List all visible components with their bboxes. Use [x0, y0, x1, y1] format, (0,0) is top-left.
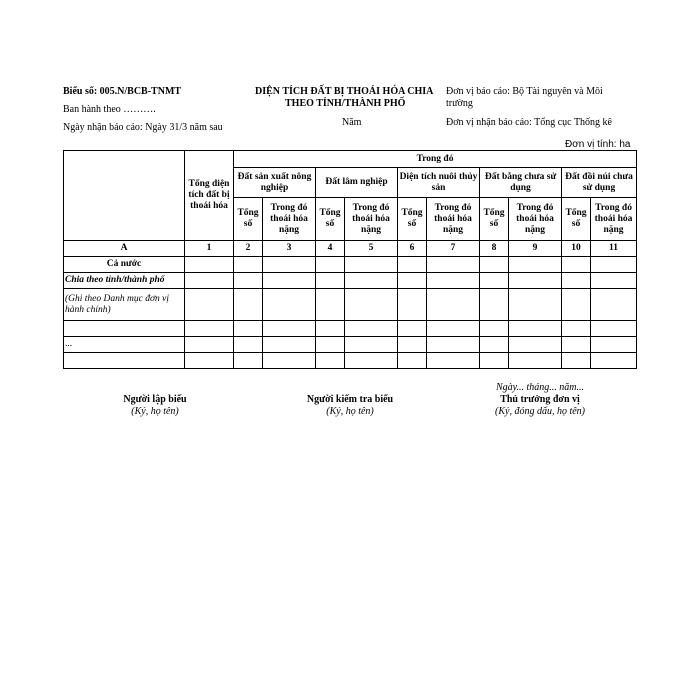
data-cell: [234, 273, 263, 289]
col-code: 7: [427, 241, 480, 257]
data-cell: [480, 353, 509, 369]
data-cell: [345, 273, 398, 289]
data-cell: [234, 353, 263, 369]
sub-total-header: Tổng số: [316, 198, 345, 241]
data-cell: [591, 257, 637, 273]
table-row: [64, 289, 637, 321]
col-code: 2: [234, 241, 263, 257]
signature-date: Ngày... tháng... năm...: [495, 382, 585, 393]
data-cell: [398, 257, 427, 273]
checker-block: [270, 394, 430, 418]
data-cell: [480, 257, 509, 273]
sub-total-header: Tổng số: [398, 198, 427, 241]
data-cell: [398, 289, 427, 321]
data-cell: [345, 257, 398, 273]
table-row: [64, 321, 637, 337]
data-cell: [398, 337, 427, 353]
sub-severe-header: Trong đó thoái hóa nặng: [427, 198, 480, 241]
data-cell: [234, 321, 263, 337]
data-cell: [185, 321, 234, 337]
data-cell: [398, 273, 427, 289]
data-cell: [480, 337, 509, 353]
data-cell: [263, 273, 316, 289]
data-cell: [427, 337, 480, 353]
group-header: Trong đó: [234, 151, 637, 168]
group-forest-header: Đất lâm nghiệp: [316, 168, 398, 198]
data-cell: [562, 273, 591, 289]
report-title-line1: DIỆN TÍCH ĐẤT BỊ THOÁI HÓA CHIA: [255, 86, 434, 97]
checker-title: Người kiểm tra biểu: [306, 394, 394, 405]
table-row: [64, 273, 637, 289]
head-block: [460, 394, 620, 418]
reporting-unit-line1: Đơn vị báo cáo: Bộ Tài nguyên và Môi: [446, 86, 603, 97]
group-agri-header: Đất sản xuất nông nghiệp: [234, 168, 316, 198]
data-cell: [234, 289, 263, 321]
data-cell: [185, 257, 234, 273]
col-code: 9: [509, 241, 562, 257]
data-cell: [427, 289, 480, 321]
checker-note: (Ký, họ tên): [326, 406, 374, 417]
sub-severe-header: Trong đó thoái hóa nặng: [591, 198, 637, 241]
row-label: (Ghi theo Danh mục đơn vị hành chính): [64, 289, 185, 321]
data-cell: [509, 337, 562, 353]
sub-total-header: Tổng số: [480, 198, 509, 241]
data-cell: [185, 337, 234, 353]
sub-severe-header: Trong đó thoái hóa nặng: [263, 198, 316, 241]
data-cell: [263, 289, 316, 321]
col-code: 5: [345, 241, 398, 257]
data-cell: [263, 257, 316, 273]
preparer-title: Người lập biểu: [123, 394, 187, 405]
data-cell: [480, 321, 509, 337]
data-cell: [591, 337, 637, 353]
data-cell: [345, 321, 398, 337]
data-cell: [562, 289, 591, 321]
group-aqua-header: Diện tích nuôi thủy sản: [398, 168, 480, 198]
data-cell: [562, 257, 591, 273]
data-cell: [562, 353, 591, 369]
total-area-header: Tổng diện tích đất bị thoái hóa: [185, 151, 234, 241]
data-cell: [480, 289, 509, 321]
col-code: 11: [591, 241, 637, 257]
data-cell: [427, 321, 480, 337]
data-cell: [427, 257, 480, 273]
receiving-unit: Đơn vị nhận báo cáo: Tổng cục Thống kê: [446, 117, 612, 128]
data-cell: [509, 321, 562, 337]
data-cell: [316, 337, 345, 353]
data-cell: [263, 337, 316, 353]
preparer-block: [75, 394, 235, 418]
row-label: Cả nước: [64, 257, 185, 273]
data-cell: [562, 337, 591, 353]
preparer-note: (Ký, họ tên): [131, 406, 179, 417]
row-label: Chia theo tỉnh/thành phố: [64, 273, 185, 289]
reporting-unit-line2: trường: [446, 98, 473, 109]
data-cell: [316, 273, 345, 289]
data-cell: [398, 321, 427, 337]
row-label: [64, 321, 185, 337]
col-code: 1: [185, 241, 234, 257]
data-table: [63, 150, 637, 369]
row-label: ...: [64, 337, 185, 353]
data-cell: [509, 257, 562, 273]
column-code-row: [64, 241, 637, 257]
data-cell: [316, 321, 345, 337]
data-cell: [427, 273, 480, 289]
data-cell: [316, 353, 345, 369]
table-body: [64, 257, 637, 369]
data-cell: [185, 289, 234, 321]
year-label: Năm: [342, 117, 362, 128]
sub-severe-header: Trong đó thoái hóa nặng: [345, 198, 398, 241]
data-cell: [185, 353, 234, 369]
data-cell: [562, 321, 591, 337]
table-row: [64, 337, 637, 353]
col-code: 6: [398, 241, 427, 257]
data-cell: [185, 273, 234, 289]
data-cell: [345, 337, 398, 353]
data-cell: [591, 353, 637, 369]
data-cell: [234, 337, 263, 353]
data-cell: [316, 289, 345, 321]
data-cell: [509, 353, 562, 369]
data-cell: [591, 321, 637, 337]
data-cell: [398, 353, 427, 369]
data-cell: [591, 273, 637, 289]
data-cell: [316, 257, 345, 273]
issued-by: Ban hành theo ……….: [63, 104, 156, 115]
data-cell: [234, 257, 263, 273]
head-title: Thủ trưởng đơn vị: [500, 394, 580, 405]
data-cell: [509, 289, 562, 321]
header-blank-cell: [64, 151, 185, 241]
data-cell: [480, 273, 509, 289]
col-code: 10: [562, 241, 591, 257]
data-cell: [345, 289, 398, 321]
data-cell: [427, 353, 480, 369]
data-cell: [263, 321, 316, 337]
col-code: 4: [316, 241, 345, 257]
report-title-line2: THEO TỈNH/THÀNH PHỐ: [285, 98, 406, 109]
sub-total-header: Tổng số: [562, 198, 591, 241]
col-code: A: [64, 241, 185, 257]
group-flat-unused-header: Đất bằng chưa sử dụng: [480, 168, 562, 198]
row-label: [64, 353, 185, 369]
table-row: [64, 353, 637, 369]
data-cell: [263, 353, 316, 369]
receive-date: Ngày nhận báo cáo: Ngày 31/3 năm sau: [63, 122, 223, 133]
data-cell: [591, 289, 637, 321]
form-code: Biểu số: 005.N/BCB-TNMT: [63, 86, 182, 97]
group-hill-unused-header: Đất đồi núi chưa sử dụng: [562, 168, 637, 198]
sub-total-header: Tổng số: [234, 198, 263, 241]
head-note: (Ký, đóng dấu, họ tên): [495, 406, 585, 417]
col-code: 3: [263, 241, 316, 257]
data-cell: [509, 273, 562, 289]
data-cell: [345, 353, 398, 369]
sub-severe-header: Trong đó thoái hóa nặng: [509, 198, 562, 241]
table-row: [64, 257, 637, 273]
col-code: 8: [480, 241, 509, 257]
unit-label: Đơn vị tính: ha: [565, 139, 631, 150]
